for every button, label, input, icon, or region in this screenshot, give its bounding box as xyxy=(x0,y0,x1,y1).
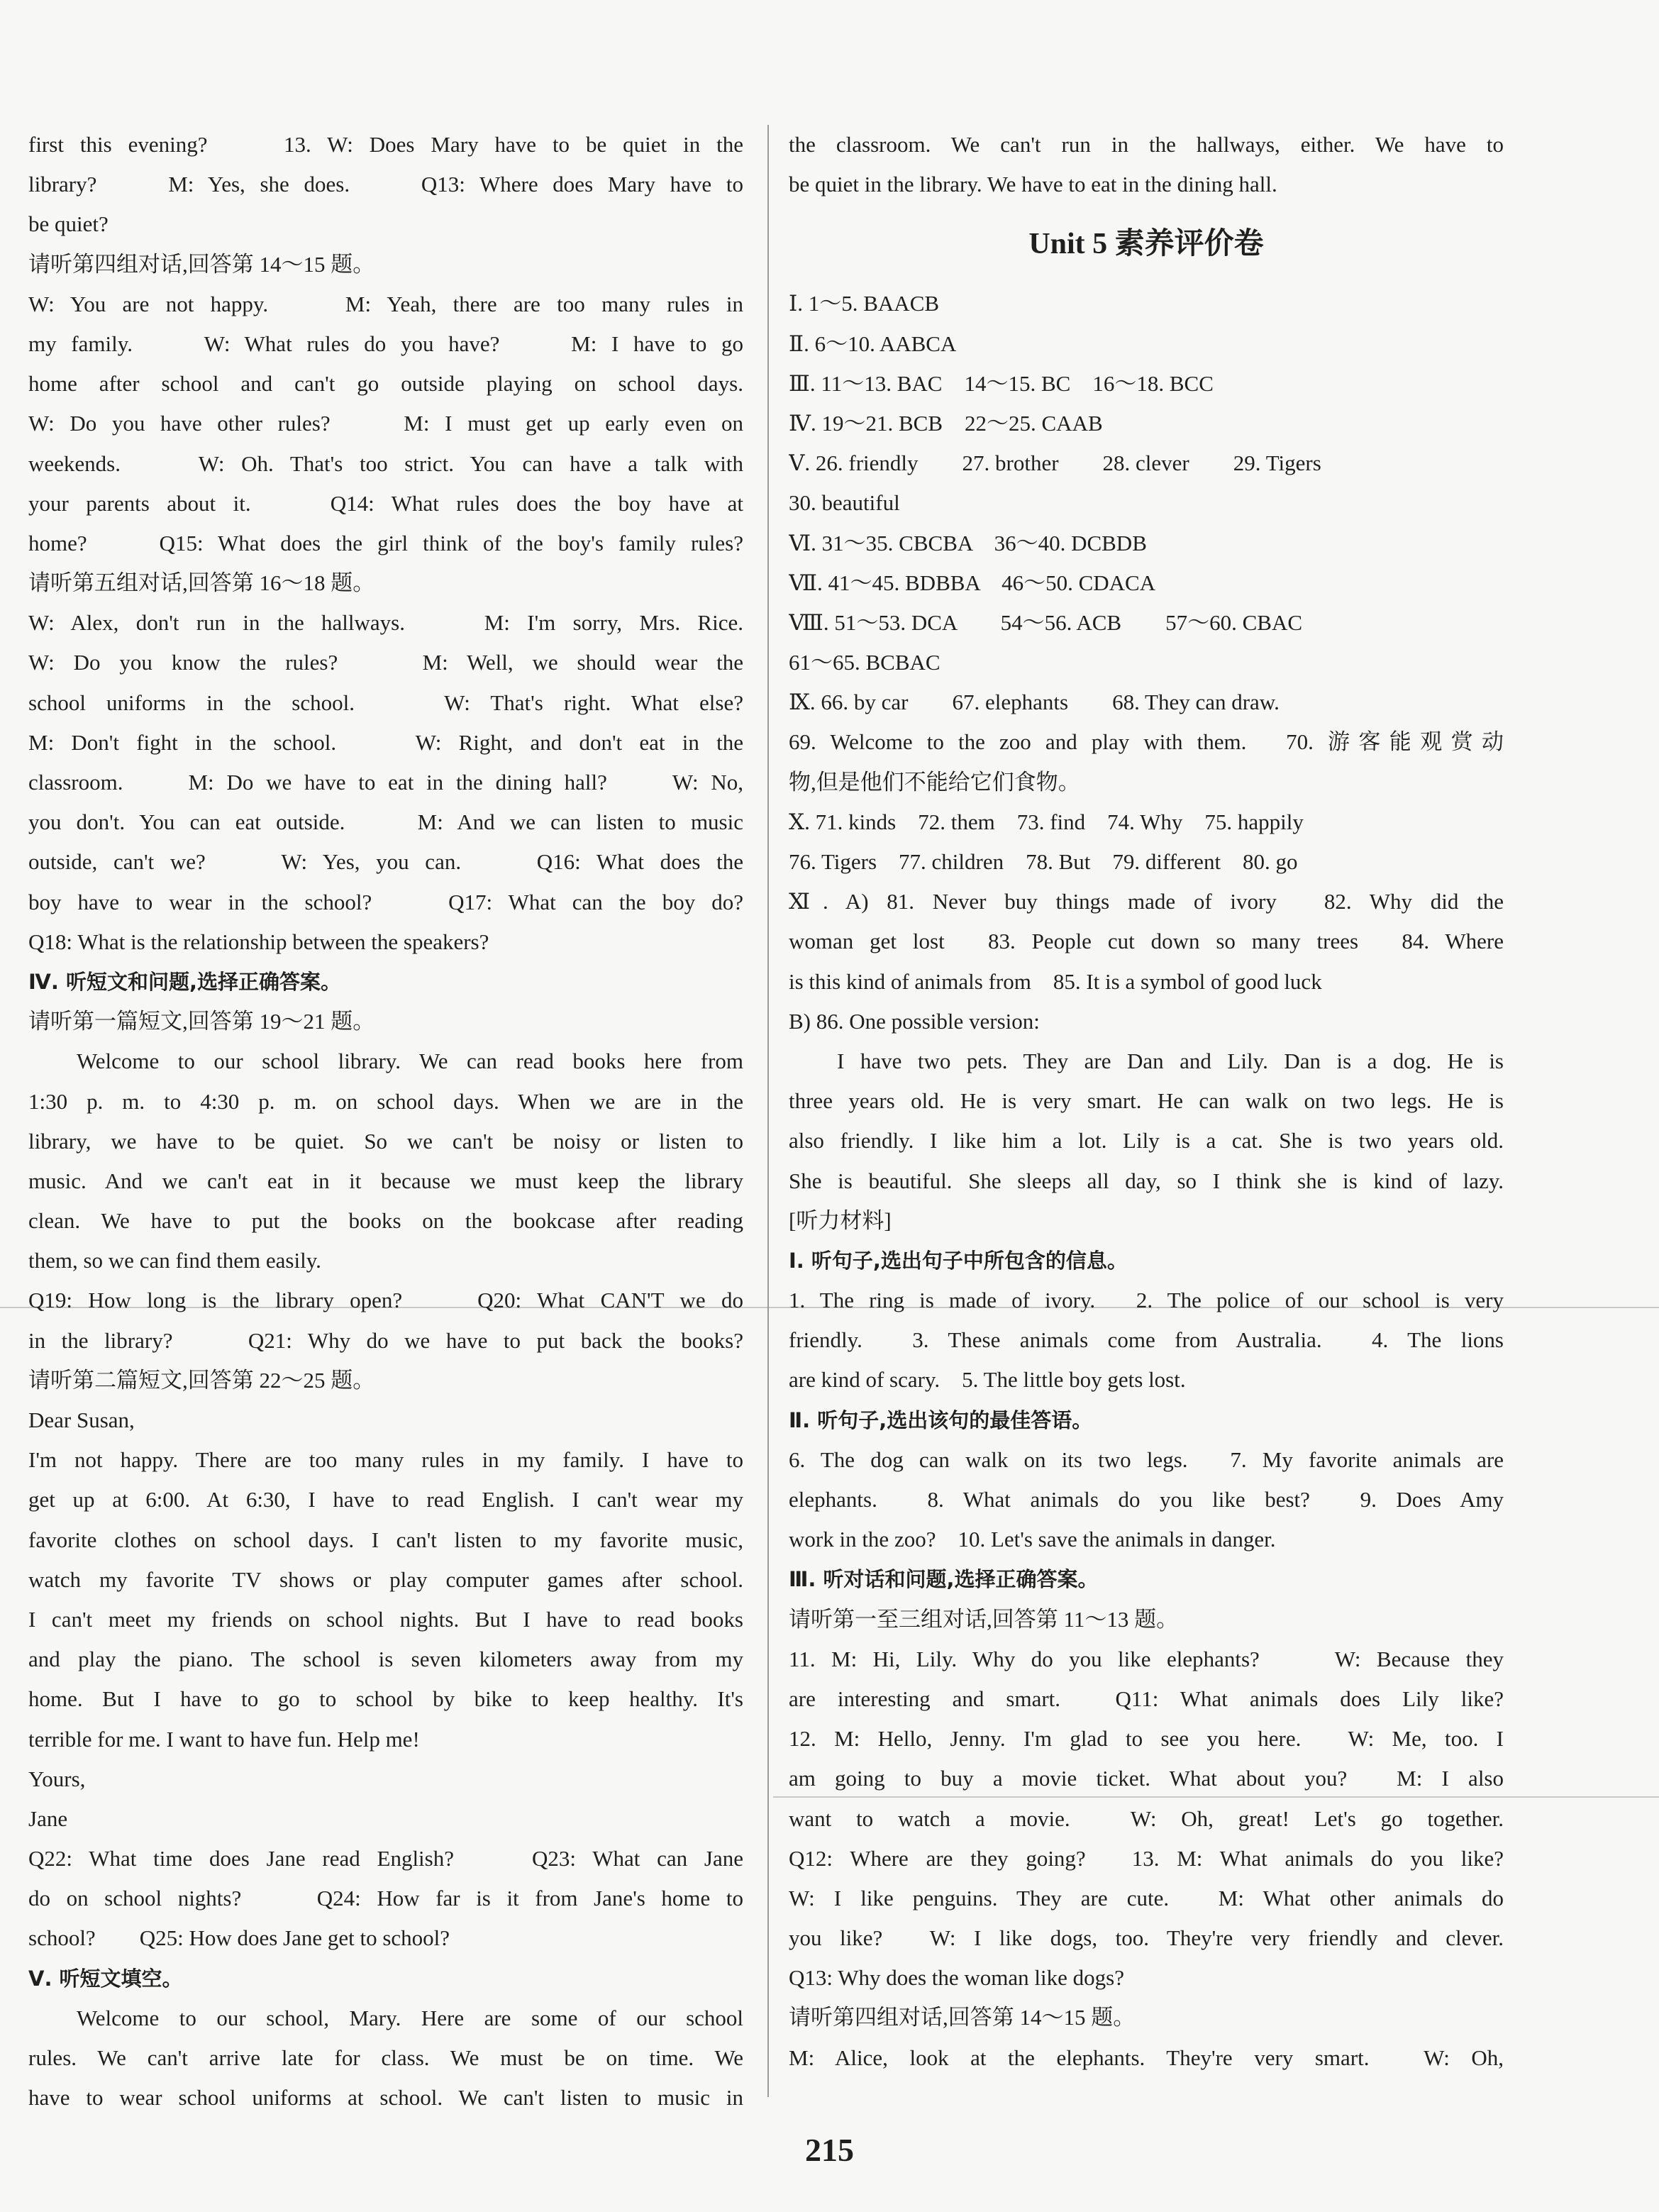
text-line: be quiet? xyxy=(28,211,109,237)
answer-line: Ⅰ. 1～5. BAACB xyxy=(789,291,940,316)
text-line: M: Don't fight in the school. W: Right, and don't eat in the xyxy=(28,729,743,755)
section-heading: Ⅳ. 听短文和问题,选择正确答案。 xyxy=(28,969,341,994)
section-heading: Ⅱ. 听句子,选出该句的最佳答语。 xyxy=(789,1408,1093,1432)
text-line: library? M: Yes, she does. Q13: Where does Mary have to xyxy=(28,172,743,197)
text-line: I'm not happy. There are too many rules in my family. I have to xyxy=(28,1447,743,1473)
answer-line: Ⅴ. 26. friendly 27. brother 28. clever 29. Tigers xyxy=(789,450,1321,476)
text-line: favorite clothes on school days. I can't listen to my favorite music, xyxy=(28,1527,743,1552)
text-line: 请听第一篇短文,回答第 19～21 题。 xyxy=(28,1009,375,1034)
text-line: Q19: How long is the library open? Q20: What CAN'T we do xyxy=(28,1288,743,1313)
text-line: Jane xyxy=(28,1805,68,1831)
answer-line: Ⅳ. 19～21. BCB 22～25. CAAB xyxy=(789,410,1103,436)
answer-line: 物,但是他们不能给它们食物。 xyxy=(789,769,1080,795)
text-line: 请听第四组对话,回答第 14～15 题。 xyxy=(789,2005,1136,2030)
text-line: elephants. 8. What animals do you like best? 9. Does Amy xyxy=(789,1487,1504,1512)
text-line: 请听第二篇短文,回答第 22～25 题。 xyxy=(28,1367,375,1393)
text-line: home? Q15: What does the girl think of the boy's family rules? xyxy=(28,530,743,555)
text-line: terrible for me. I want to have fun. Help me! xyxy=(28,1726,420,1752)
text-line: She is beautiful. She sleeps all day, so I think she is kind of lazy. xyxy=(789,1168,1504,1193)
text-line: am going to buy a movie ticket. What about you? M: I also xyxy=(789,1766,1504,1791)
text-line: home after school and can't go outside playing on school days. xyxy=(28,371,743,397)
text-line: W: Alex, don't run in the hallways. M: I'm sorry, Mrs. Rice. xyxy=(28,610,743,636)
text-line: friendly. 3. These animals come from Australia. 4. The lions xyxy=(789,1327,1504,1353)
text-line: and play the piano. The school is seven kilometers away from my xyxy=(28,1647,743,1672)
text-line: I can't meet my friends on school nights. But I have to read books xyxy=(28,1606,743,1632)
answer-line: B) 86. One possible version: xyxy=(789,1008,1040,1034)
text-line: library, we have to be quiet. So we can't be noisy or listen to xyxy=(28,1128,743,1154)
text-line: W: I like penguins. They are cute. M: What other animals do xyxy=(789,1885,1504,1910)
answer-line: 76. Tigers 77. children 78. But 79. different 80. go xyxy=(789,849,1298,874)
text-line: want to watch a movie. W: Oh, great! Let's go together. xyxy=(789,1805,1504,1831)
answer-line: Ⅱ. 6～10. AABCA xyxy=(789,331,957,356)
answer-line: Ⅲ. 11～13. BAC 14～15. BC 16～18. BCC xyxy=(789,370,1214,396)
text-line: have to wear school uniforms at school. We can't listen to music in xyxy=(28,2085,743,2111)
text-line: Q22: What time does Jane read English? Q23: What can Jane xyxy=(28,1846,743,1871)
text-line: get up at 6:00. At 6:30, I have to read English. I can't wear my xyxy=(28,1487,743,1513)
column-divider xyxy=(767,125,769,2097)
text-line: I have two pets. They are Dan and Lily. Dan is a dog. He is xyxy=(837,1048,1504,1073)
text-line: also friendly. I like him a lot. Lily is a cat. She is two years old. xyxy=(789,1128,1504,1154)
text-line: watch my favorite TV shows or play computer games after school. xyxy=(28,1566,743,1592)
text-line: do on school nights? Q24: How far is it from Jane's home to xyxy=(28,1886,743,1911)
answer-line: 61～65. BCBAC xyxy=(789,650,941,675)
text-line: Q12: Where are they going? 13. M: What animals do you like? xyxy=(789,1845,1504,1871)
text-line: in the library? Q21: Why do we have to put back the books? xyxy=(28,1327,743,1353)
unit-title: Unit 5 素养评价卷 xyxy=(1028,228,1264,261)
answer-line: 69. Welcome to the zoo and play with them. 70. 游客能观赏动 xyxy=(789,729,1504,755)
answer-line: 30. beautiful xyxy=(789,490,900,516)
text-line: W: Do you know the rules? M: Well, we should wear the xyxy=(28,650,743,675)
text-line: W: Do you have other rules? M: I must get up early even on xyxy=(28,411,743,436)
text-line: you don't. You can eat outside. M: And we can listen to music xyxy=(28,809,743,835)
text-line: three years old. He is very smart. He can walk on two legs. He is xyxy=(789,1088,1504,1114)
text-line: Welcome to our school, Mary. Here are some of our school xyxy=(77,2005,743,2030)
text-line: school? Q25: How does Jane get to school? xyxy=(28,1925,450,1951)
text-line: clean. We have to put the books on the bookcase after reading xyxy=(28,1208,743,1234)
text-line: M: Alice, look at the elephants. They're very smart. W: Oh, xyxy=(789,2045,1504,2070)
answer-line: Ⅵ. 31～35. CBCBA 36～40. DCBDB xyxy=(789,530,1147,555)
text-line: Welcome to our school library. We can read books here from xyxy=(77,1049,743,1074)
text-line: Yours, xyxy=(28,1766,86,1791)
text-line: 请听第四组对话,回答第 14～15 题。 xyxy=(28,251,375,277)
text-line: 1:30 p. m. to 4:30 p. m. on school days. When we are in the xyxy=(28,1088,743,1114)
text-line: my family. W: What rules do you have? M: I have to go xyxy=(28,331,743,356)
text-line: first this evening? 13. W: Does Mary have to be quiet in the xyxy=(28,132,743,157)
text-line: weekends. W: Oh. That's too strict. You can have a talk with xyxy=(28,450,743,476)
right-column xyxy=(789,125,1504,2078)
text-line: 11. M: Hi, Lily. Why do you like elephants? W: Because they xyxy=(789,1646,1504,1671)
text-line: outside, can't we? W: Yes, you can. Q16: What does the xyxy=(28,849,743,875)
text-line: work in the zoo? 10. Let's save the animals in danger. xyxy=(789,1527,1276,1552)
text-line: be quiet in the library. We have to eat in the dining hall. xyxy=(789,172,1277,197)
section-heading: Ⅴ. 听短文填空。 xyxy=(28,1966,183,1991)
answer-line: Ⅶ. 41～45. BDBBA 46～50. CDACA xyxy=(789,570,1156,595)
text-line: home. But I have to go to school by bike to keep healthy. It's xyxy=(28,1686,743,1712)
section-label: [听力材料] xyxy=(789,1207,892,1233)
text-line: 请听第一至三组对话,回答第 11～13 题。 xyxy=(789,1606,1179,1632)
text-line: 6. The dog can walk on its two legs. 7. My favorite animals are xyxy=(789,1447,1504,1472)
text-line: the classroom. We can't run in the hallways, either. We have to xyxy=(789,132,1504,157)
answer-line: Ⅺ. A) 81. Never buy things made of ivory 82. Why did the xyxy=(789,889,1504,914)
text-line: your parents about it. Q14: What rules does the boy have at xyxy=(28,490,743,516)
text-line: Q13: Why does the woman like dogs? xyxy=(789,1965,1124,1991)
answer-line: is this kind of animals from 85. It is a symbol of good luck xyxy=(789,968,1322,994)
answer-line: Ⅸ. 66. by car 67. elephants 68. They can draw. xyxy=(789,690,1280,715)
left-column xyxy=(28,125,743,2118)
text-line: music. And we can't eat in it because we must keep the library xyxy=(28,1168,743,1193)
text-line: are interesting and smart. Q11: What animals does Lily like? xyxy=(789,1686,1504,1711)
section-heading: Ⅰ. 听句子,选出句子中所包含的信息。 xyxy=(789,1248,1128,1273)
answer-line: Ⅷ. 51～53. DCA 54～56. ACB 57～60. CBAC xyxy=(789,609,1303,635)
answer-line: Ⅹ. 71. kinds 72. them 73. find 74. Why 75. happily xyxy=(789,809,1304,834)
text-line: Dear Susan, xyxy=(28,1408,135,1432)
text-line: boy have to wear in the school? Q17: What can the boy do? xyxy=(28,889,743,914)
answer-line: woman get lost 83. People cut down so many trees 84. Where xyxy=(789,929,1504,954)
page-number: 215 xyxy=(805,2132,854,2168)
text-line: rules. We can't arrive late for class. We must be on time. We xyxy=(28,2045,743,2070)
section-heading: Ⅲ. 听对话和问题,选择正确答案。 xyxy=(789,1567,1099,1592)
text-line: Q18: What is the relationship between the speakers? xyxy=(28,929,489,954)
text-line: 1. The ring is made of ivory. 2. The police of our school is very xyxy=(789,1288,1504,1313)
text-line: W: You are not happy. M: Yeah, there are too many rules in xyxy=(28,291,743,316)
text-line: 请听第五组对话,回答第 16～18 题。 xyxy=(28,570,375,596)
text-line: school uniforms in the school. W: That's right. What else? xyxy=(28,690,743,715)
text-line: them, so we can find them easily. xyxy=(28,1248,321,1273)
text-line: you like? W: I like dogs, too. They're very friendly and clever. xyxy=(789,1925,1504,1951)
text-line: are kind of scary. 5. The little boy gets lost. xyxy=(789,1367,1186,1393)
text-line: 12. M: Hello, Jenny. I'm glad to see you here. W: Me, too. I xyxy=(789,1726,1504,1752)
text-line: classroom. M: Do we have to eat in the dining hall? W: No, xyxy=(28,770,743,795)
